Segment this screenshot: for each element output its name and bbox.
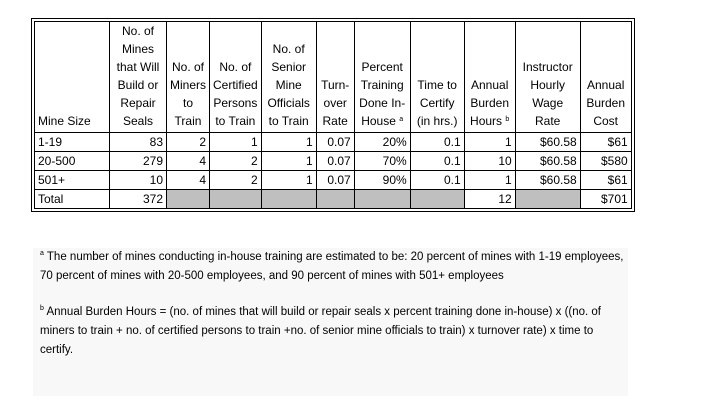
header-turnover-rate: Turn- over Rate (316, 22, 354, 133)
cell-wage: $60.58 (515, 152, 580, 171)
header-no-of-mines: No. of Mines that Will Build or Repair Seals (110, 22, 167, 133)
header-instructor-wage: Instructor Hourly Wage Rate (515, 22, 580, 133)
table-row (35, 152, 632, 171)
cell-hours: 1 (464, 133, 515, 152)
footnote-a-marker: a (40, 250, 44, 257)
header-certified-persons: No. of Certified Persons to Train (210, 22, 262, 133)
total-empty-cell (167, 190, 210, 209)
cell-time: 0.1 (410, 171, 464, 190)
cell-percent: 20% (354, 133, 410, 152)
header-percent-training (354, 22, 410, 133)
cell-miners: 2 (167, 133, 210, 152)
footnote-a (40, 248, 628, 286)
cell-senior: 1 (261, 171, 316, 190)
cell-turnover: 0.07 (316, 171, 354, 190)
cell-cost: $61 (580, 133, 631, 152)
header-mine-size: Mine Size (35, 22, 110, 133)
footnote-b-text: Annual Burden Hours = (no. of mines that will build or repair seals x percent training done in-house) x ((no. of miners to train + no. of certified persons to train +no. of senior mine officials to train) x turnover rate) x time to certify. (40, 306, 601, 356)
table-header-row (35, 22, 632, 133)
footnotes (33, 248, 628, 396)
cell-mine-size: 501+ (35, 171, 110, 190)
cell-certified: 1 (210, 133, 262, 152)
cell-mines: 10 (110, 171, 167, 190)
header-miners-to-train: No. of Miners to Train (167, 22, 210, 133)
cell-percent: 70% (354, 152, 410, 171)
cell-senior: 1 (261, 152, 316, 171)
table-row (35, 133, 632, 152)
total-mines: 372 (110, 190, 167, 209)
cell-cost: $61 (580, 171, 631, 190)
cell-wage: $60.58 (515, 171, 580, 190)
cell-time: 0.1 (410, 133, 464, 152)
total-burden-hours: 12 (464, 190, 515, 209)
header-annual-burden-cost: Annual Burden Cost (580, 22, 631, 133)
total-empty-cell (210, 190, 262, 209)
cell-hours: 10 (464, 152, 515, 171)
cell-percent: 90% (354, 171, 410, 190)
cell-senior: 1 (261, 133, 316, 152)
cell-certified: 2 (210, 152, 262, 171)
burden-table (34, 21, 632, 209)
footnote-b-marker: b (505, 116, 510, 123)
cell-miners: 4 (167, 152, 210, 171)
total-row (35, 190, 632, 209)
footnote-a-text: The number of mines conducting in-house training are estimated to be: 20 percent of mines with 1-19 employees, 70 percent of mines with 20-500 employees, and 90 percent of mines with 501+ employees (40, 251, 624, 282)
cell-mines: 279 (110, 152, 167, 171)
footnote-b-marker: b (40, 305, 44, 312)
cell-miners: 4 (167, 171, 210, 190)
table-row (35, 171, 632, 190)
total-empty-cell (515, 190, 580, 209)
total-empty-cell (410, 190, 464, 209)
total-empty-cell (316, 190, 354, 209)
footnote-a-marker: a (399, 116, 404, 123)
cell-wage: $60.58 (515, 133, 580, 152)
header-time-to-certify: Time to Certify (in hrs.) (410, 22, 464, 133)
cell-mine-size: 20-500 (35, 152, 110, 171)
header-annual-burden-hours (464, 22, 515, 133)
cell-certified: 2 (210, 171, 262, 190)
total-empty-cell (354, 190, 410, 209)
total-empty-cell (261, 190, 316, 209)
cell-hours: 1 (464, 171, 515, 190)
cell-turnover: 0.07 (316, 133, 354, 152)
total-label: Total (35, 190, 110, 209)
header-percent-training-label: Percent Training Done In-House (359, 60, 406, 128)
cell-mines: 83 (110, 133, 167, 152)
header-annual-burden-hours-label: Annual Burden Hours (470, 78, 510, 128)
cell-time: 0.1 (410, 152, 464, 171)
cell-mine-size: 1-19 (35, 133, 110, 152)
cell-turnover: 0.07 (316, 152, 354, 171)
cell-cost: $580 (580, 152, 631, 171)
total-burden-cost: $701 (580, 190, 631, 209)
header-senior-officials: No. of Senior Mine Officials to Train (261, 22, 316, 133)
footnote-b (40, 303, 628, 360)
burden-table-frame (31, 18, 635, 212)
